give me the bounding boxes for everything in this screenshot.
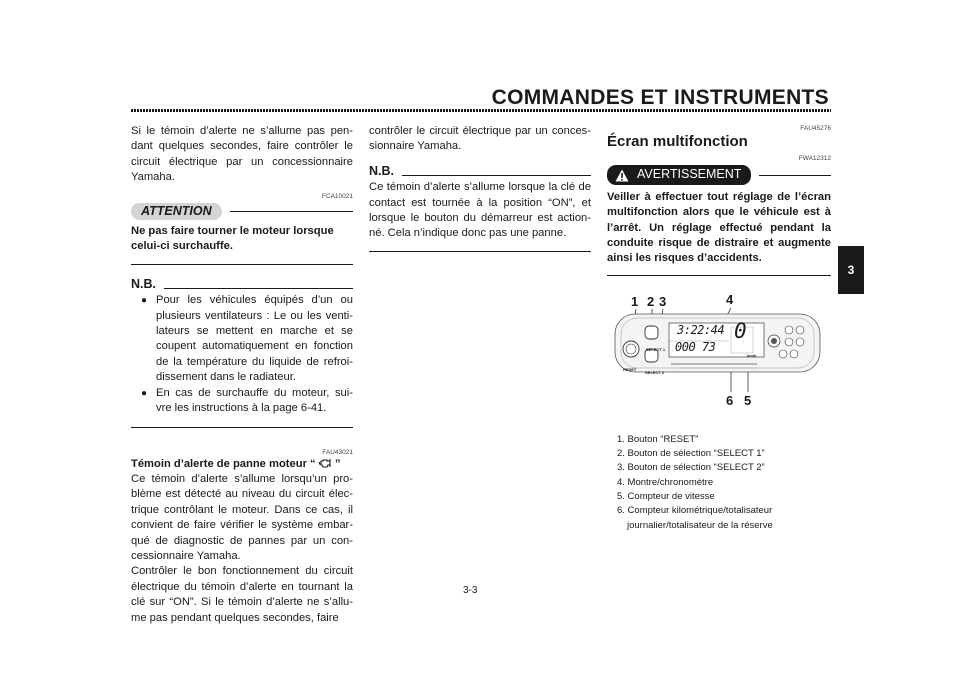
reference-code: FAU43021 — [322, 448, 353, 456]
caption-item: 1. Bouton “RESET” — [617, 433, 699, 445]
nb-heading — [131, 277, 353, 292]
engine-warning-text-2: Contrôler le bon fonctionnement du circuit électrique du témoin d’alerte en tournant la clé sur “ON”. Si le témoin d’alerte ne s’allu-me pas pendant quelques secondes, faire — [131, 565, 353, 624]
callout-5: 5 — [744, 392, 752, 408]
lcd-odometer: 000 73 — [675, 339, 716, 354]
nb-label: N.B. — [131, 276, 156, 291]
caption-item: 3. Bouton de sélection “SELECT 2” — [617, 462, 765, 474]
select2-button-label: SELECT 2 — [645, 369, 665, 375]
callout-1: 1 — [631, 293, 639, 309]
chapter-tab[interactable]: 3 — [838, 246, 864, 294]
divider — [759, 175, 831, 176]
attention-text: Ne pas faire tourner le moteur lorsque celui-ci surchauffe. — [131, 225, 334, 253]
column-2 — [369, 124, 591, 252]
header-rule — [131, 109, 831, 112]
nb-list — [141, 293, 353, 416]
callout-2: 2 — [647, 293, 655, 309]
multifunction-display-diagram — [607, 292, 831, 417]
engine-warning-text: Ce témoin d’alerte s’allume lorsqu’un pro-blème est détecté au niveau du circuit élec-trique contrôlant le moteur. Dans ce cas, il convient de faire vérifier le système embar-qué de diagnostic de pannes par un con-cessionnaire Yamaha. — [131, 472, 353, 562]
nb-heading — [369, 164, 591, 179]
page-header-title: COMMANDES ET INSTRUMENTS — [491, 86, 829, 109]
select1-button-label: SELECT 1 — [646, 346, 666, 352]
nb-text: Ce témoin d’alerte s’allume lorsque la clé de contact est tournée à la position “ON”, et lorsque le bouton du démarreur est action-né. Cela n’indique donc pas une panne. — [369, 181, 591, 240]
lcd-speed-unit: km/h — [747, 352, 757, 358]
page-number: 3-3 — [463, 585, 478, 596]
warning-heading — [607, 165, 831, 184]
reference-code: FWA12312 — [798, 155, 831, 163]
caption-item: 6. Compteur kilométrique/totalisateur journalier/totalisateur de la réserve — [617, 505, 773, 531]
section-title: Écran multifonction — [607, 133, 748, 150]
lcd-clock: 3:22:44 — [677, 322, 725, 337]
warning-text: Veiller à effectuer tout réglage de l’écran multifonction alors que le véhicule est à l’arrêt. Un réglage effectué pendant la conduite risque de distraire et augmente ainsi les risques d’accidents. — [607, 190, 831, 265]
warning-label: AVERTISSEMENT — [607, 165, 751, 184]
callout-6: 6 — [726, 392, 734, 408]
caption-item: 5. Compteur de vitesse — [617, 491, 715, 503]
engine-warning-heading: Témoin d’alerte de panne moteur “ ” — [131, 457, 341, 470]
divider — [607, 275, 831, 276]
divider — [369, 251, 591, 252]
callout-4: 4 — [726, 291, 734, 307]
list-item: ● Pour les véhicules équipés d’un ou plusieurs ventilateurs : Le ou les venti-lateurs se mettent en marche et se coupent automatiquement en fonction de la température du liquide de refroi-dissement dans le radiateur. — [141, 293, 353, 385]
column-3 — [607, 124, 831, 533]
warning-triangle-icon — [615, 169, 629, 182]
instrument-panel-drawing — [607, 292, 831, 417]
lcd-speed: 0 — [734, 318, 747, 343]
reference-code: FAU45276 — [800, 125, 831, 132]
attention-heading — [131, 203, 353, 220]
nb-label: N.B. — [369, 163, 394, 178]
attention-label: ATTENTION — [131, 203, 222, 220]
callout-3: 3 — [659, 293, 667, 309]
diagram-captions — [617, 433, 831, 533]
continued-paragraph: contrôler le circuit électrique par un conces-sionnaire Yamaha. — [369, 125, 591, 153]
reset-button-label: RESET — [623, 366, 637, 372]
reference-code: FCA10021 — [321, 192, 353, 200]
list-item: ● En cas de surchauffe du moteur, sui-vre les instructions à la page 6-41. — [141, 386, 353, 417]
column-1 — [131, 124, 353, 626]
divider — [131, 427, 353, 428]
engine-icon — [319, 458, 332, 468]
divider — [402, 175, 591, 176]
divider — [131, 264, 353, 265]
divider — [164, 288, 353, 289]
intro-paragraph: Si le témoin d’alerte ne s’allume pas pen-dant quelques secondes, faire contrôler le circuit électrique par un concessionnaire Yamaha. — [131, 125, 353, 184]
divider — [230, 211, 353, 212]
caption-item: 4. Montre/chronomètre — [617, 476, 714, 488]
caption-item: 2. Bouton de sélection “SELECT 1” — [617, 448, 765, 460]
